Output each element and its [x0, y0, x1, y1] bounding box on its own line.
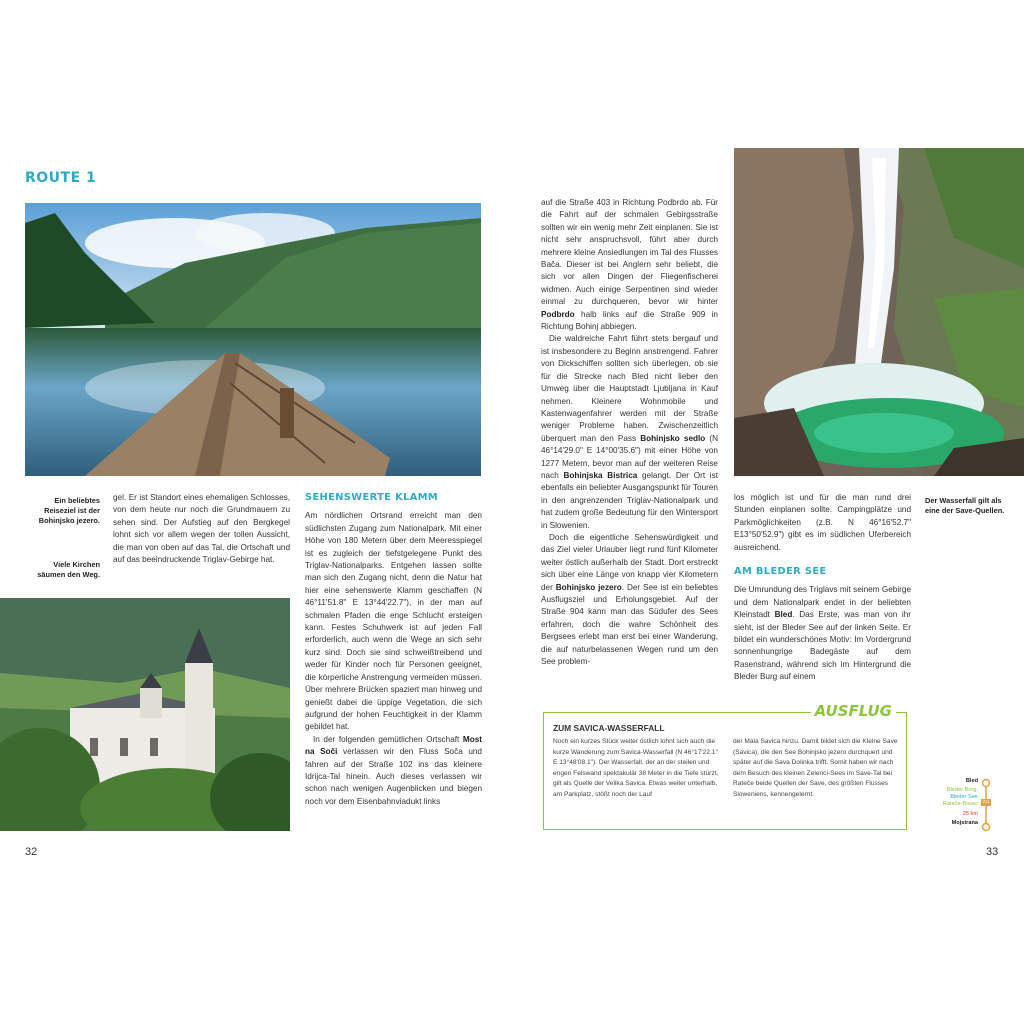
paragraph: Die Umrundung des Triglavs mit seinem Gebirge und dem Nationalpark endet in der beliebten Kleinstadt Bled. Das Erste, was man von ihr sieht, ist der Bleder See auf der linken Seite. Er bildet ein wunderschönes Motiv: Im Vordergrund sonnenhungrige Badegäste auf dem Rasenstrand, während sich im Hintergrund die Bleder Burg auf einem — [734, 585, 912, 682]
paragraph: Doch die eigentliche Sehenswürdigkeit und das Ziel vieler Urlauber liegt rund fünf Kilometer weiter östlich außerhalb der Stadt. Dort erstreckt sich über eine Länge von knapp vier Kilometern der Bohinjsko jezero. Der See ist ein beliebtes Ausflugsziel und Erholungsgebiet. Auf der Straße 904 kann man das Südufer des Sees erfahren, doch die wahre Schönheit des Bergsees erlebt man erst bei einer Wanderung, die auf naturbelassenen Wegen rund um den See problem- — [541, 532, 719, 667]
paragraph: Die waldreiche Fahrt führt stets bergauf und ist insbesondere zu Beginn anstrengend. Fahrer von Dickschiffen sollten sich überlegen, ob sie für die Strecke nach Bled nicht lieber den Umweg über die Hauptstadt Ljubljana in Kauf nehmen. Kleinere Wohnmobile und Kastenwagenfahrer werden mit der Straße weniger Probleme haben. Zwischenzeitlich überquert man den Pass Bohinjsko sedlo (N 46°14'29.0" E 14°00'35.6") mit einer Höhe von 1277 Metern, bevor man auf der weiteren Reise nach Bohinjska Bistrica gelangt. Der Ort ist ebenfalls ein beliebter Ausgangspunkt für Touren in den angrenzenden Triglav-Nationalpark und hat zudem große Bedeutung für den Wintersport in Slowenien. — [541, 334, 719, 530]
route-start: Bled — [965, 778, 978, 784]
excursion-text-2: der Mala Savica hinzu. Damit bildet sich die Kleine Save (Savica), die den See Bohinjsko jezero durchquert und später auf die Sava Dolinka trifft. Somit haben wir nach dem Besuch des kleinen Zelenci-Sees im Save-Tal bei Rateče beide Quellen der Save, des größten Flusses Sloweniens, kennengelernt. — [733, 738, 898, 798]
route-badge: 211 — [982, 799, 990, 804]
route-distance: 25 km — [962, 811, 978, 817]
excursion-title: ZUM SAVICA-WASSERFALL — [553, 723, 665, 733]
section-heading-bled: AM BLEDER SEE — [734, 566, 827, 578]
page-number-left: 32 — [25, 846, 38, 858]
excursion-text-1: Noch ein kurzes Stück weiter östlich lohnt sich auch die kurze Wanderung zum Savica-Wasserfall (N 46°17'22.1" E 13°48'08.1"). Der Wasserfall, der an der steilen und engen Felswand spektakulär 38 Meter in die Tiefe stürzt, gilt als Quelle der Velika Savica. Etwas weiter unterhalb, am Parkplatz, stößt noch der Lauf — [553, 738, 719, 798]
page-number-right: 33 — [986, 846, 999, 858]
bohinj-lake-pier-photo — [25, 203, 481, 476]
left-column-1 — [113, 492, 290, 566]
church-photo — [0, 598, 290, 831]
paragraph: auf die Straße 403 in Richtung Podbrdo ab. Für die Fahrt auf der schmalen Gebirgsstraße sollten wir ein wenig mehr Zeit einplanen. Sie ist nicht sehr anspruchsvoll, führt aber durch mehrere kleine Ansiedlungen im Tal des Flusses Bača. Dieser ist bei Anglern sehr beliebt, die sich vor allen Dingen der Fliegenfischerei widmen. Auch einige Serpentinen sind wieder einmal zu durchqueren, bevor wir hinter Podbrdo halb links auf die Straße 909 in Richtung Bohinj abbiegen. — [541, 198, 718, 332]
paragraph: los möglich ist und für die man rund drei Stunden einplanen sollte. Campingplätze und Parkmöglichkeiten (z.B. N 46°16'52.7" E13°50'52.9") gibt es im südlichen Uferbereich ausreichend. — [734, 493, 911, 552]
caption-waterfall: Der Wasserfall gilt als eine der Save-Quellen. — [925, 496, 1005, 515]
route-line-icon — [980, 778, 992, 834]
excursion-box — [543, 702, 907, 830]
caption-church: Viele Kirchen säumen den Weg. — [37, 560, 100, 579]
route-strip — [930, 778, 992, 834]
route-end: Mojstrana — [951, 820, 978, 826]
route-via-1: Bleder Burg, — [946, 787, 978, 793]
savica-waterfall-photo — [734, 148, 1024, 476]
paragraph: gel. Er ist Standort eines ehemaligen Schlosses, von dem heute nur noch die Grundmauern zu sehen sind. Der Aufstieg auf den Bergkegel lohnt sich vor allem wegen der tollen Aussicht, die man von oben auf das Tal, die Ortschaft und auf das beeindruckende Triglav-Gebirge hat. — [113, 493, 290, 565]
paragraph: In der folgenden gemütlichen Ortschaft Most na Soči verlassen wir den Fluss Soča und fahren auf der Straße 102 ins das kleinere Idrijca-Tal hinein. Auch dieses verlassen wir schon nach wenigen Augenblicken und biegen noch vor dem Eisenbahnviadukt links — [305, 734, 482, 806]
section-heading-klamm: SEHENSWERTE KLAMM — [305, 492, 438, 503]
right-column-2 — [734, 492, 911, 684]
paragraph: Am nördlichen Ortsrand erreicht man den südlichsten Zugang zum Nationalpark. Mit einer Höhe von 180 Metern über dem Meeresspiegel ist es zugleich der tiefstgelegene Punkt des Triglav-Nationalparks. Entgehen lassen sollte man sich den Zugang nicht, denn die Natur hat hier eine sehenswerte Klamm geschaffen (N 46°11'51.8" E 13°44'22.7"), in der man auf schmalen Pfaden die enge Schlucht ersteigen kann. Festes Schuhwerk ist auf jeden Fall erforderlich, auch wenn die Wege an sich sehr kurz sind. Doch sie sind schweißtreibend und weder für Kinder noch für Personen geeignet, die körperliche Anstrengung vermeiden müssen. Über mehrere Brücken spaziert man hinweg und genießt dabei die üppige Vegetation, die sich aufgrund der hohen Feuchtigkeit in der Klamm gebildet hat. — [305, 511, 482, 732]
left-column-2 — [305, 492, 482, 808]
caption-lake: Ein beliebtes Reiseziel ist der Bohinjsko jezero. — [38, 496, 100, 525]
route-label: ROUTE 1 — [25, 170, 97, 186]
excursion-tag: AUSFLUG — [811, 702, 896, 720]
right-column-1 — [541, 197, 718, 668]
route-via-3: Rateče-Bovec — [942, 801, 978, 807]
route-via-2: Bleder See — [950, 794, 978, 800]
